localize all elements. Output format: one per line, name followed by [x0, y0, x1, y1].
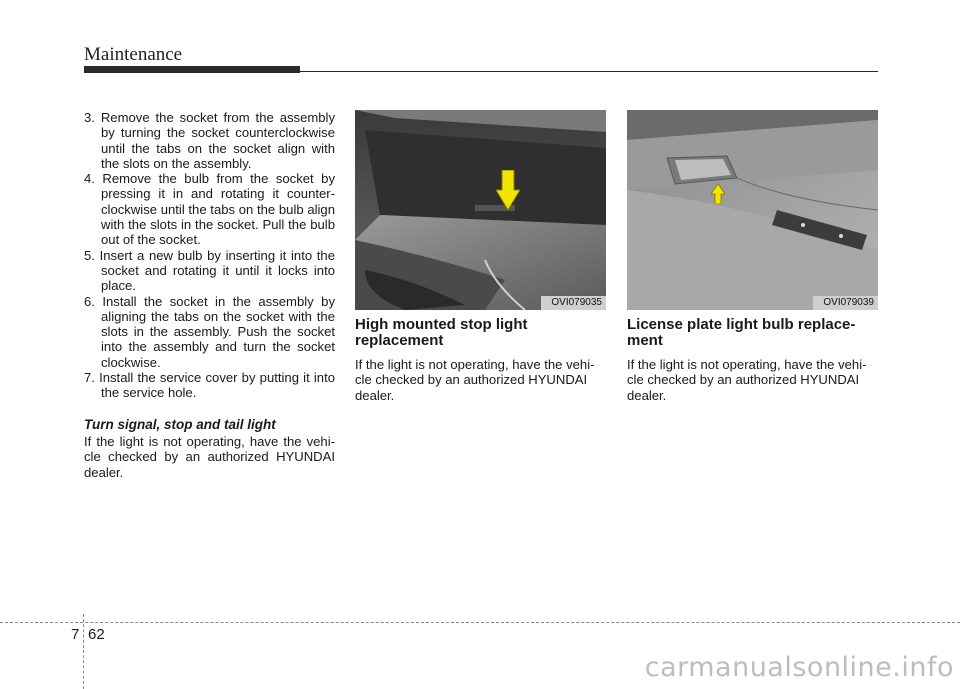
- footer-vertical-divider: [83, 614, 84, 689]
- stop-light-text: If the light is not operating, have the vehi-cle checked by an authorized HYUNDAI dealer.: [355, 357, 595, 403]
- rear-window-illustration: [355, 110, 606, 310]
- steps-list: [84, 110, 335, 401]
- arrow-down-icon: [496, 170, 520, 210]
- header-title: Maintenance: [84, 44, 183, 65]
- stop-light-title: High mounted stop light replacement: [355, 316, 528, 349]
- figure-code: OVI079035: [541, 296, 606, 310]
- chapter-number: 7: [71, 626, 80, 643]
- header-bar: [84, 66, 300, 73]
- license-plate-title: License plate light bulb replace-ment: [627, 316, 856, 349]
- step-4: 4. Remove the bulb from the socket by pressing it in and rotating it counter-clockwise until the tabs on the bulb align with the slots in the socket. Pull the bulb out of the socket.: [84, 171, 335, 248]
- page-number: 62: [88, 626, 105, 643]
- step-5: 5. Insert a new bulb by inserting it into the socket and rotating it until it locks into place.: [84, 247, 335, 294]
- watermark: carmanualsonline.info: [644, 652, 954, 683]
- right-column: [627, 110, 878, 403]
- turn-signal-subheading: Turn signal, stop and tail light: [84, 416, 276, 432]
- license-plate-photo: [627, 110, 878, 310]
- arrow-up-icon: [711, 184, 725, 204]
- step-6: 6. Install the socket in the assembly by aligning the tabs on the socket with the slots in the assembly. Push the socket into the assembly and turn the socket clockwise.: [84, 293, 335, 370]
- turn-signal-text: If the light is not operating, have the vehi-cle checked by an authorized HYUNDAI dealer.: [84, 433, 335, 480]
- step-3: 3. Remove the socket from the assembly by turning the socket counterclockwise until the tabs on the socket align with the slots on the assembly.: [84, 110, 335, 171]
- trunk-lid-illustration: [627, 110, 878, 310]
- footer-divider: [0, 622, 960, 623]
- stop-light-photo: [355, 110, 606, 310]
- step-7: 7. Install the service cover by putting it into the service hole.: [84, 370, 335, 401]
- figure-code: OVI079039: [813, 296, 878, 310]
- middle-column: [355, 110, 606, 403]
- left-column: [84, 110, 335, 480]
- license-plate-text: If the light is not operating, have the vehi-cle checked by an authorized HYUNDAI dealer.: [627, 357, 867, 403]
- header-rule: [300, 71, 878, 72]
